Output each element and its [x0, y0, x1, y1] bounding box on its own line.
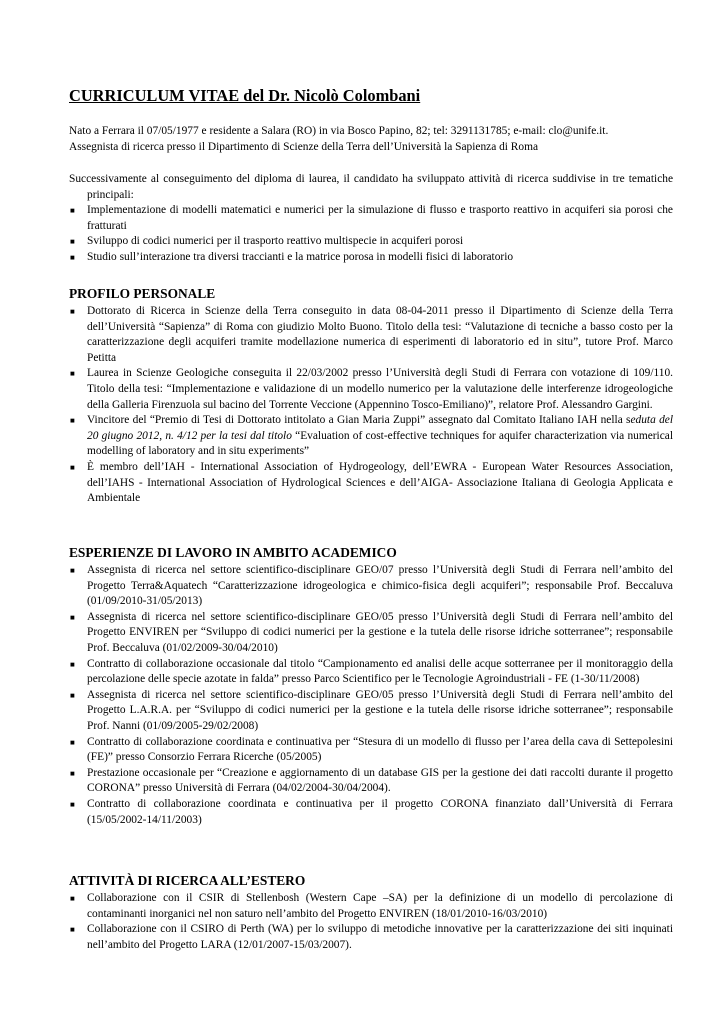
profilo-section: [69, 304, 673, 507]
square-bullet-icon: ■: [70, 307, 75, 316]
list-item: ■ Laurea in Scienze Geologiche conseguita il 22/03/2002 presso l’Università degli Studi di Ferrara con votazione di 109/110. Titolo della tesi: “Implementazione e validazione di un modello numerico per la valutazione delle interferenze idrogeologiche della Galleria Firenzuola sul bacino del Torrente Veccione (Appennino Tosco-Emiliano)”, relatore Prof. Alessandro Gargini.: [70, 367, 673, 411]
square-bullet-icon: ■: [70, 659, 75, 669]
estero-list: [69, 891, 673, 953]
square-bullet-icon: ■: [70, 768, 75, 778]
square-bullet-icon: ■: [70, 206, 75, 216]
square-bullet-icon: ■: [70, 737, 75, 747]
list-item: ■ Collaborazione con il CSIR di Stellenbosh (Western Cape –SA) per la definizione di un modello di percolazione di contaminanti inorganici nel non saturo nell’ambito del Progetto ENVIREN (18/01/2010-16/03/2010): [70, 892, 673, 920]
list-item: ■ Studio sull’interazione tra diversi traccianti e la matrice porosa in modelli fisici di laboratorio: [69, 250, 673, 266]
intro-line-position: Assegnista di ricerca presso il Dipartimento di Scienze della Terra dell’Università la Sapienza di Roma: [69, 140, 539, 153]
square-bullet-icon: ■: [70, 462, 75, 472]
list-item: ■ Sviluppo di codici numerici per il trasporto reattivo multispecie in acquiferi porosi: [69, 234, 673, 250]
list-item: ■ Assegnista di ricerca nel settore scientifico-disciplinare GEO/05 presso l’Università degli Studi di Ferrara nell’ambito del Progetto ENVIREN per “Sviluppo di codici numerici per la gestione e la tutela delle risorse idriche sotterranee”; responsabile Prof. Beccaluva (01/02/2009-30/04/2010): [70, 610, 673, 654]
list-item: ■ È membro dell’IAH - International Association of Hydrogeology, dell’EWRA - European Water Resources Association, dell’IAHS - International Association of Hydrological Sciences e dell’AIGA- Associazione Italiana di Geologia Applicata e Ambientale: [70, 460, 673, 505]
section-heading-profilo: PROFILO PERSONALE: [69, 286, 216, 301]
section-heading-estero: ATTIVITÀ DI RICERCA ALL’ESTERO: [69, 873, 306, 888]
profilo-list: [69, 304, 673, 507]
esperienze-section: [69, 563, 673, 828]
list-item: ■ Collaborazione con il CSIRO di Perth (WA) per lo sviluppo di metodiche innovative per la caratterizzazione dei siti inquinati nell’ambito del Progetto LARA (12/01/2007-15/03/2007).: [70, 923, 673, 951]
square-bullet-icon: ■: [70, 925, 75, 935]
list-item: ■ Vincitore del “Premio di Tesi di Dottorato intitolato a Gian Maria Zuppi” assegnato dal Comitato Italiano IAH nella seduta del 20 giugno 2012, n. 4/12 per la tesi dal titolo “Evaluation of cost-effective techniques for aquifer characterization via numerical modelling of laboratory and in situ experiments”: [70, 414, 674, 458]
esperienze-list: [69, 563, 673, 828]
intro-line-birth: Nato a Ferrara il 07/05/1977 e residente a Salara (RO) in via Bosco Papino, 82; tel: 3291131785; e-mail: clo@unife.it.: [69, 125, 609, 137]
list-item: ■ Dottorato di Ricerca in Scienze della Terra conseguito in data 08-04-2011 presso il Dipartimento di Scienze della Terra dell’Università “Sapienza” di Roma con giudizio Molto Buono. Titolo della tesi: “Valutazione di tecniche a basso costo per la caratterizzazione degli acquiferi tramite modellazione numerica di esperimenti di laboratorio ed in situ”, tutore Prof. Marco Petitta: [70, 305, 673, 364]
square-bullet-icon: ■: [70, 566, 75, 575]
square-bullet-icon: ■: [70, 690, 75, 700]
list-item: ■ Assegnista di ricerca nel settore scientifico-disciplinare GEO/07 presso l’Università degli Studi di Ferrara nell’ambito del Progetto Terra&Aquatech “Caratterizzazione idrogeologica e chimico-fisica degli acquiferi”; responsabile Prof. Beccaluva (01/09/2010-31/05/2013): [70, 564, 673, 608]
list-item: ■ Assegnista di ricerca nel settore scientifico-disciplinare GEO/05 presso l’Università degli Studi di Ferrara nell’ambito del Progetto L.A.R.A. per “Sviluppo di codici numerici per la gestione e la tutela delle risorse idriche sotterranee”; responsabile Prof. Nanni (01/09/2005-29/02/2008): [70, 688, 673, 732]
square-bullet-icon: ■: [70, 237, 75, 247]
intro-block: [69, 124, 673, 155]
list-item: ■ Prestazione occasionale per “Creazione e aggiornamento di un database GIS per la gestione dei dati raccolti durante il progetto CORONA” presso Università di Ferrara (04/02/2004-30/04/2004).: [70, 766, 673, 795]
list-item: ■ Contratto di collaborazione coordinata e continuativa per “Stesura di un modello di flusso per l’area della cava di Settepolesini (FE)” presso Consorzio Ferrara Ricerche (05/2005): [70, 735, 673, 764]
research-summary: [69, 172, 673, 266]
square-bullet-icon: ■: [70, 612, 75, 622]
square-bullet-icon: ■: [70, 369, 75, 379]
square-bullet-icon: ■: [70, 416, 75, 426]
list-item: ■ Implementazione di modelli matematici e numerici per la simulazione di flusso e trasporto reattivo in acquiferi sia porosi che fratturati: [70, 204, 673, 232]
list-item: ■ Contratto di collaborazione coordinata e continuativa per il progetto CORONA finanziato dall’Università di Ferrara (15/05/2002-14/11/2003): [70, 797, 673, 826]
document-title: CURRICULUM VITAE del Dr. Nicolò Colombani: [69, 86, 421, 105]
square-bullet-icon: ■: [70, 799, 75, 809]
list-item: ■ Contratto di collaborazione occasionale dal titolo “Campionamento ed analisi delle acque sotterranee per il monitoraggio della percolazione delle specie azotate in falda” presso Parco Scientifico per le Tecnologie Agroindustriali - FE (1-30/11/2008): [70, 657, 673, 686]
section-heading-esperienze: ESPERIENZE DI LAVORO IN AMBITO ACADEMICO: [69, 545, 397, 560]
estero-section: [69, 891, 673, 953]
summary-lead: Successivamente al conseguimento del diploma di laurea, il candidato ha sviluppato attività di ricerca suddivise in tre tematiche principali:: [69, 173, 673, 201]
summary-list: [69, 203, 673, 265]
square-bullet-icon: ■: [70, 252, 75, 262]
square-bullet-icon: ■: [70, 894, 75, 903]
